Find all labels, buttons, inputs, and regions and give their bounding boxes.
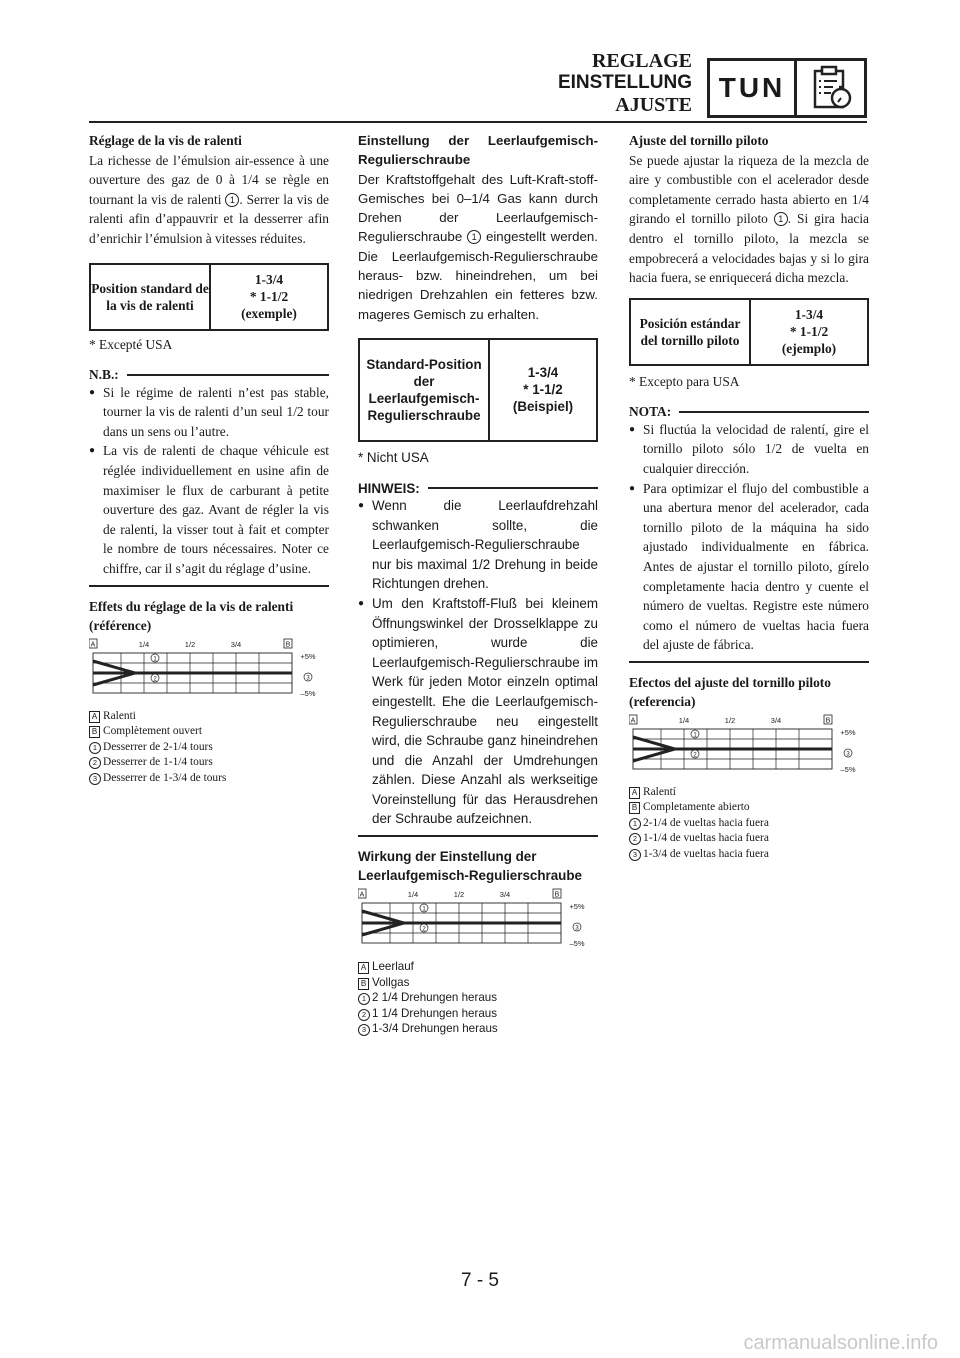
fr-spec-label: Position standard de la vis de ralenti (91, 265, 211, 329)
ref-1-icon: 1 (774, 212, 788, 226)
tick-label: 3/4 (770, 715, 782, 725)
header-rule (89, 121, 867, 123)
header-titles (558, 50, 692, 116)
page-number: 7 - 5 (460, 1270, 500, 1291)
section-badge (707, 58, 867, 118)
fr-spec-table (89, 263, 329, 331)
de-adjustment-diagram (358, 887, 598, 953)
de-spec-note: * Nicht USA (358, 449, 429, 465)
de-legend: A Leerlauf B Vollgas 1 2 1/4 Drehungen heraus 2 1 1/4 Drehungen heraus 3 1-3/4 Drehungen heraus (358, 959, 598, 1037)
es-note-title: NOTA: (629, 403, 672, 419)
plus-label: +5% (300, 651, 316, 661)
fr-note-title: N.B.: (89, 366, 119, 382)
es-legend: A Ralentí B Completamente abierto 1 2-1/4 de vueltas hacia fuera 2 1-1/4 de vueltas hacia fuera 3 1-3/4 de vueltas hacia fuera (629, 785, 869, 863)
ref-1-label: 1 (153, 655, 157, 662)
fr-effects-title: Effets du réglage de la vis de ralenti (référence) (89, 598, 294, 633)
de-note-box (358, 481, 598, 837)
column-german (358, 131, 598, 1037)
tick-label: 1/4 (407, 890, 419, 900)
es-spec-table (629, 298, 869, 366)
section-code: TUN (710, 61, 797, 115)
ref-3-label: 3 (575, 925, 579, 932)
list-item: ● Um den Kraftstoff-Fluß bei kleinem Öffnungswinkel der Drosselklappe zu optimieren, wurde die Leerlaufgemisch-Regulierschraube im Werk für jeden Motor einzeln optimal eingestellt. Ehe die Leerlaufgemisch-Regulierschraube neu eingestellt wird, die Schraube ganz hineindrehen und die Anzahl der Umdrehungen zählen. Diese Anzahl als werkseitige Voreinstellung für das Herausdrehen der Schraube aufzeichnen. (358, 595, 598, 827)
es-spec-note: * Excepto para USA (629, 373, 740, 389)
ref-1-label: 1 (422, 906, 426, 913)
ref-2-label: 2 (693, 752, 697, 759)
minus-label: –5% (840, 764, 856, 774)
ref-1-label: 1 (693, 732, 697, 739)
tick-label: 1/2 (184, 639, 196, 649)
es-spec-label: Posición estándar del tornillo piloto (631, 300, 751, 364)
title-es: AJUSTE (615, 94, 692, 116)
fr-heading: Réglage de la vis de ralenti (89, 133, 242, 148)
column-french (89, 131, 329, 786)
es-heading: Ajuste del tornillo piloto (629, 133, 769, 148)
fr-body: La richesse de l’émulsion air-essence à une ouverture des gaz de 0 à 1/4 se règle en tournant la vis de ralenti 1 . Serrer la vis de ralenti afin d’appauvrir et la desserrer afin d’enrichir l’émulsion à vitesses réduites. (89, 152, 329, 246)
fr-spec-note: * Excepté USA (89, 336, 173, 352)
title-de: EINSTELLUNG (557, 72, 692, 93)
tick-label: 1/2 (724, 715, 736, 725)
tick-label: 1/4 (678, 715, 690, 725)
ref-2-label: 2 (153, 675, 157, 682)
fr-note-box (89, 367, 329, 587)
minus-label: –5% (569, 939, 585, 949)
de-note-title: HINWEIS: (358, 480, 420, 496)
minus-label: –5% (300, 688, 316, 698)
list-item: ● Si fluctúa la velocidad de ralentí, gire el tornillo piloto sólo 1/2 de vuelta en cualquier dirección. (629, 421, 869, 476)
es-effects-title: Efectos del ajuste del tornillo piloto (referencia) (629, 674, 831, 709)
tick-label: 3/4 (499, 890, 511, 900)
key-b-label: B (554, 891, 560, 899)
es-body: Se puede ajustar la riqueza de la mezcla de aire y combustible con el acelerador desde completamente cerrado hasta abierto en 1/4 girando el tornillo piloto 1 . Si gira hacia dentro el tornillo piloto, la mezcla se empobrecerá a velocidades bajas y si lo gira hacia fuera, se enriquecerá dicha mezcla. (629, 152, 869, 286)
de-heading: Einstellung der Leerlaufgemisch-Regulierschraube (358, 133, 598, 168)
plus-label: +5% (569, 902, 585, 912)
tick-label: 1/2 (453, 890, 465, 900)
list-item: ● La vis de ralenti de chaque véhicule est réglée individuellement en usine afin de maximiser le flux de carburant à petite ouverture des gaz. Avant de régler la vis de ralenti, la visser tout à fait et compter le nombre de tours nécessaires. Noter ce chiffre, car il s’agit du réglage d’usine. (89, 443, 329, 576)
fr-legend: A Ralenti B Complètement ouvert 1 Desserrer de 2-1/4 tours 2 Desserrer de 1-1/4 tours 3 Desserrer de 1-3/4 de tours (89, 709, 329, 787)
ref-3-label: 3 (846, 751, 850, 758)
de-body: Der Kraftstoffgehalt des Luft-Kraft-stoff-Gemisches bei 0–1/4 Gas kann durch Drehen der Leerlaufgemisch-Regulierschraube 1 eingestellt werden. Die Leerlaufgemisch-Regulierschraube heraus- bzw. hineindrehen, um bei niedrigen Drehzahlen ein fetteres bzw. mageres Gemisch zu erhalten. (358, 171, 598, 322)
es-adjustment-diagram (629, 713, 869, 779)
ref-1-icon: 1 (225, 193, 239, 207)
watermark: carmanualsonline.info (743, 1332, 938, 1354)
list-item: ● Wenn die Leerlaufdrehzahl schwanken sollte, die Leerlaufgemisch-Regulierschraube nur bis maximal 1/2 Drehung in beide Richtungen drehen. (358, 497, 598, 592)
column-spanish (629, 131, 869, 862)
fr-spec-value: 1-3/4 * 1-1/2 (exemple) (241, 272, 297, 322)
tick-label: 1/4 (138, 639, 150, 649)
de-effects-title: Wirkung der Einstellung der Leerlaufgemisch-Regulierschraube (358, 849, 582, 884)
es-note-box (629, 404, 869, 663)
ref-2-label: 2 (422, 926, 426, 933)
clipboard-stopwatch-icon (797, 61, 864, 115)
tick-label: 3/4 (230, 639, 242, 649)
key-a-label: A (359, 891, 365, 899)
list-item: ● Para optimizar el flujo del combustible a una abertura menor del acelerador, cada tornillo piloto de la máquina ha sido ajustado individualmente en fábrica. Antes de ajustar el tornillo piloto, gírelo completamente hacia dentro y cuente el número de vueltas. Registre este número como el número de vueltas hacia fuera del ajuste de fábrica. (629, 480, 869, 653)
title-fr: REGLAGE (591, 50, 692, 72)
key-a-label: A (90, 641, 96, 648)
de-spec-value: 1-3/4 * 1-1/2 (Beispiel) (512, 365, 574, 415)
de-spec-table (358, 338, 598, 442)
ref-1-icon: 1 (467, 230, 481, 244)
key-a-label: A (630, 717, 636, 725)
fr-adjustment-diagram (89, 637, 329, 703)
es-spec-value: 1-3/4 * 1-1/2 (ejemplo) (781, 307, 837, 357)
ref-3-label: 3 (306, 675, 310, 681)
key-b-label: B (285, 641, 291, 648)
de-spec-label: Standard-Position der Leerlaufgemisch-Regulierschraube (360, 340, 490, 440)
list-item: ● Si le régime de ralenti n’est pas stable, tourner la vis de ralenti d’un seul 1/2 tour dans un sens ou l’autre. (89, 384, 329, 439)
plus-label: +5% (840, 727, 856, 737)
key-b-label: B (825, 717, 831, 725)
